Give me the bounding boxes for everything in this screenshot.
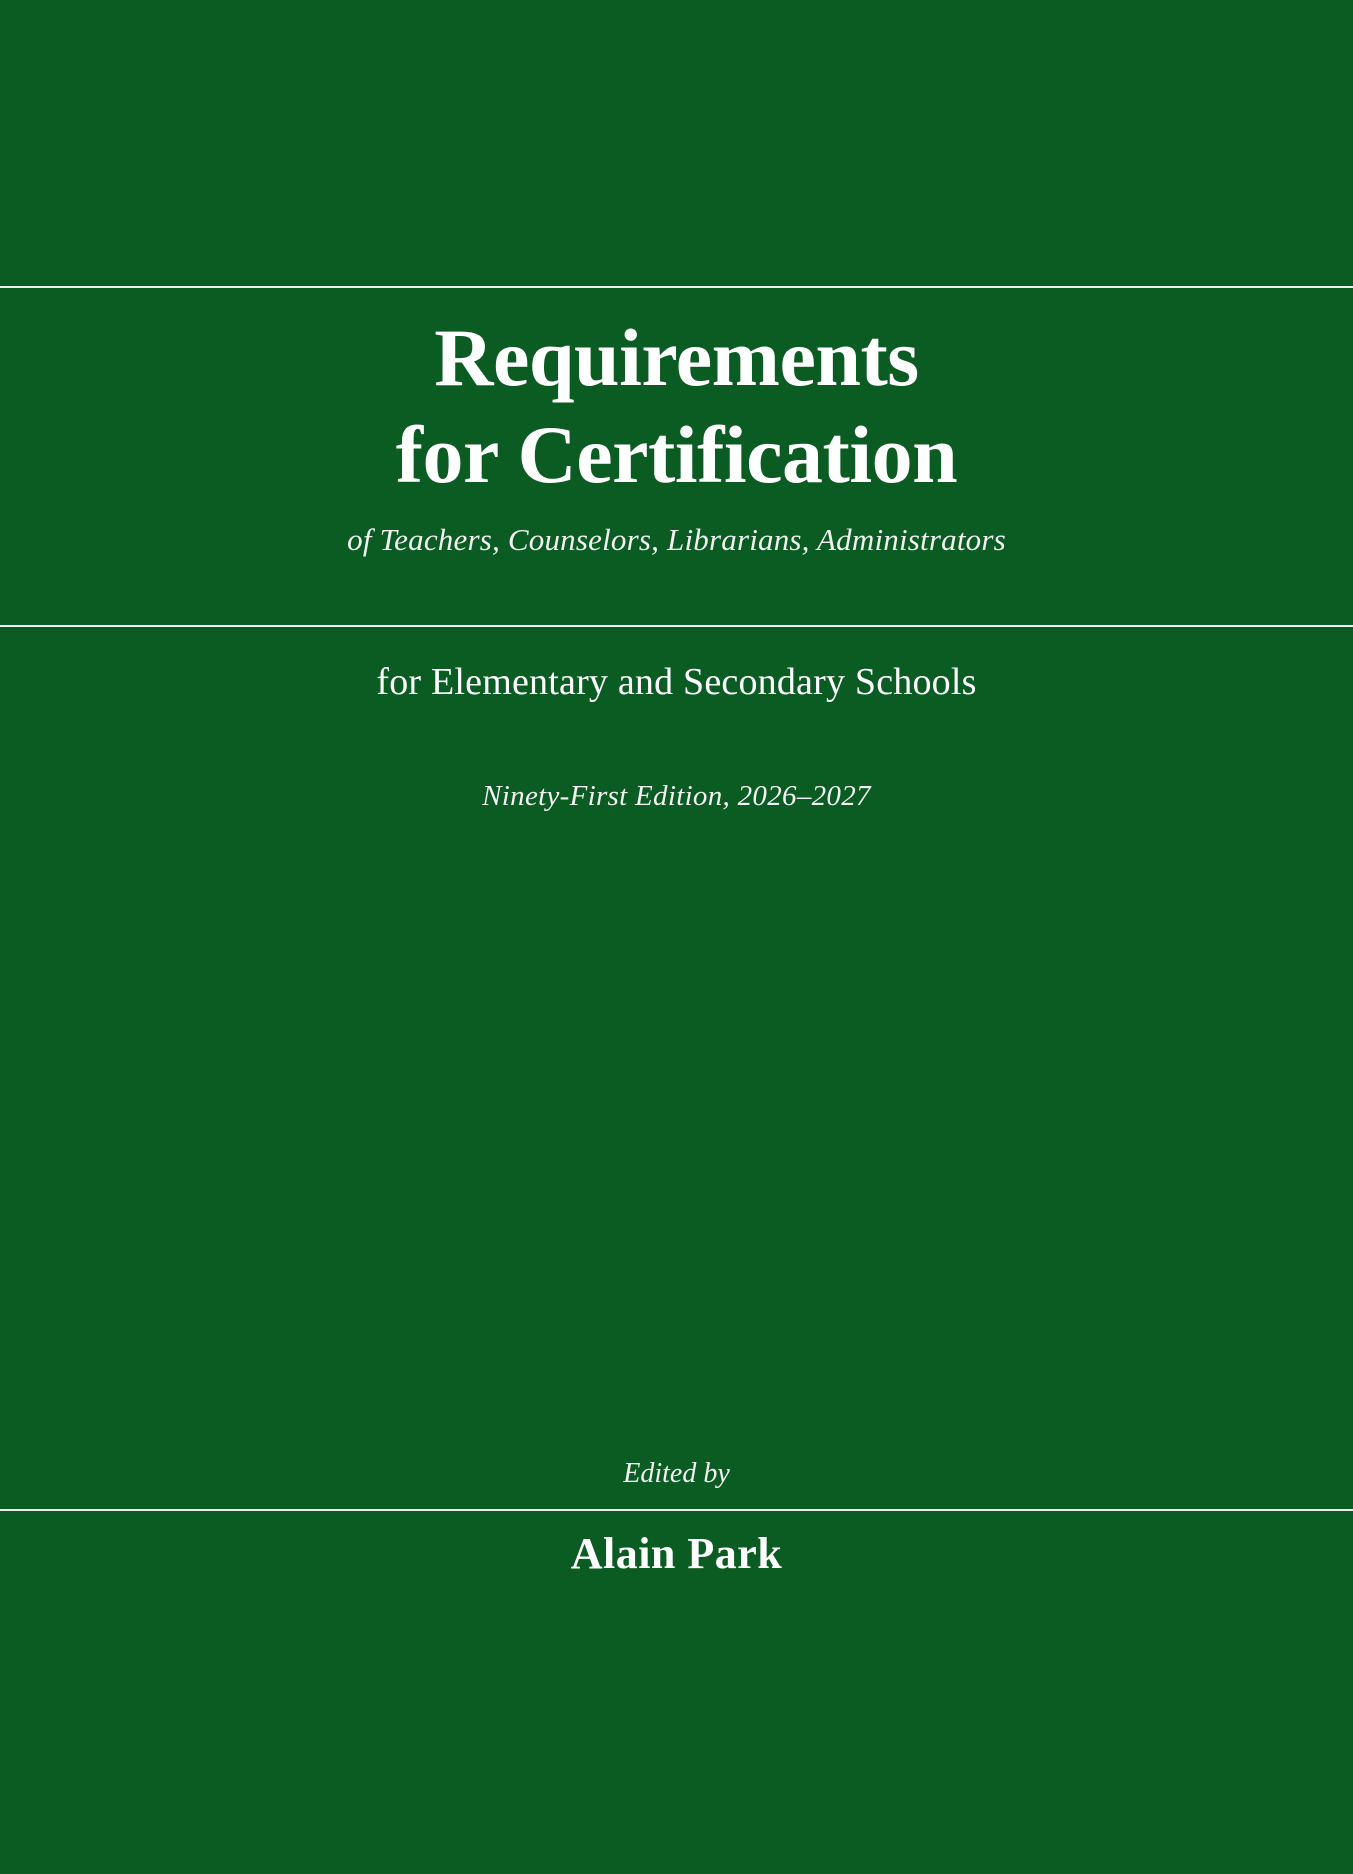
divider-middle bbox=[0, 625, 1353, 627]
editor-name: Alain Park bbox=[570, 1529, 783, 1578]
edited-by-label: Edited by bbox=[623, 1458, 730, 1489]
scope-line: for Elementary and Secondary Schools bbox=[376, 661, 977, 703]
page-title-line-2: for Certification bbox=[395, 408, 958, 500]
divider-bottom bbox=[0, 1509, 1353, 1511]
title-block bbox=[0, 310, 1353, 558]
divider-top bbox=[0, 286, 1353, 288]
page-subtitle: of Teachers, Counselors, Librarians, Administrators bbox=[347, 521, 1006, 557]
edition-line: Ninety-First Edition, 2026–2027 bbox=[482, 780, 871, 812]
page-title-line-1: Requirements bbox=[434, 312, 919, 403]
